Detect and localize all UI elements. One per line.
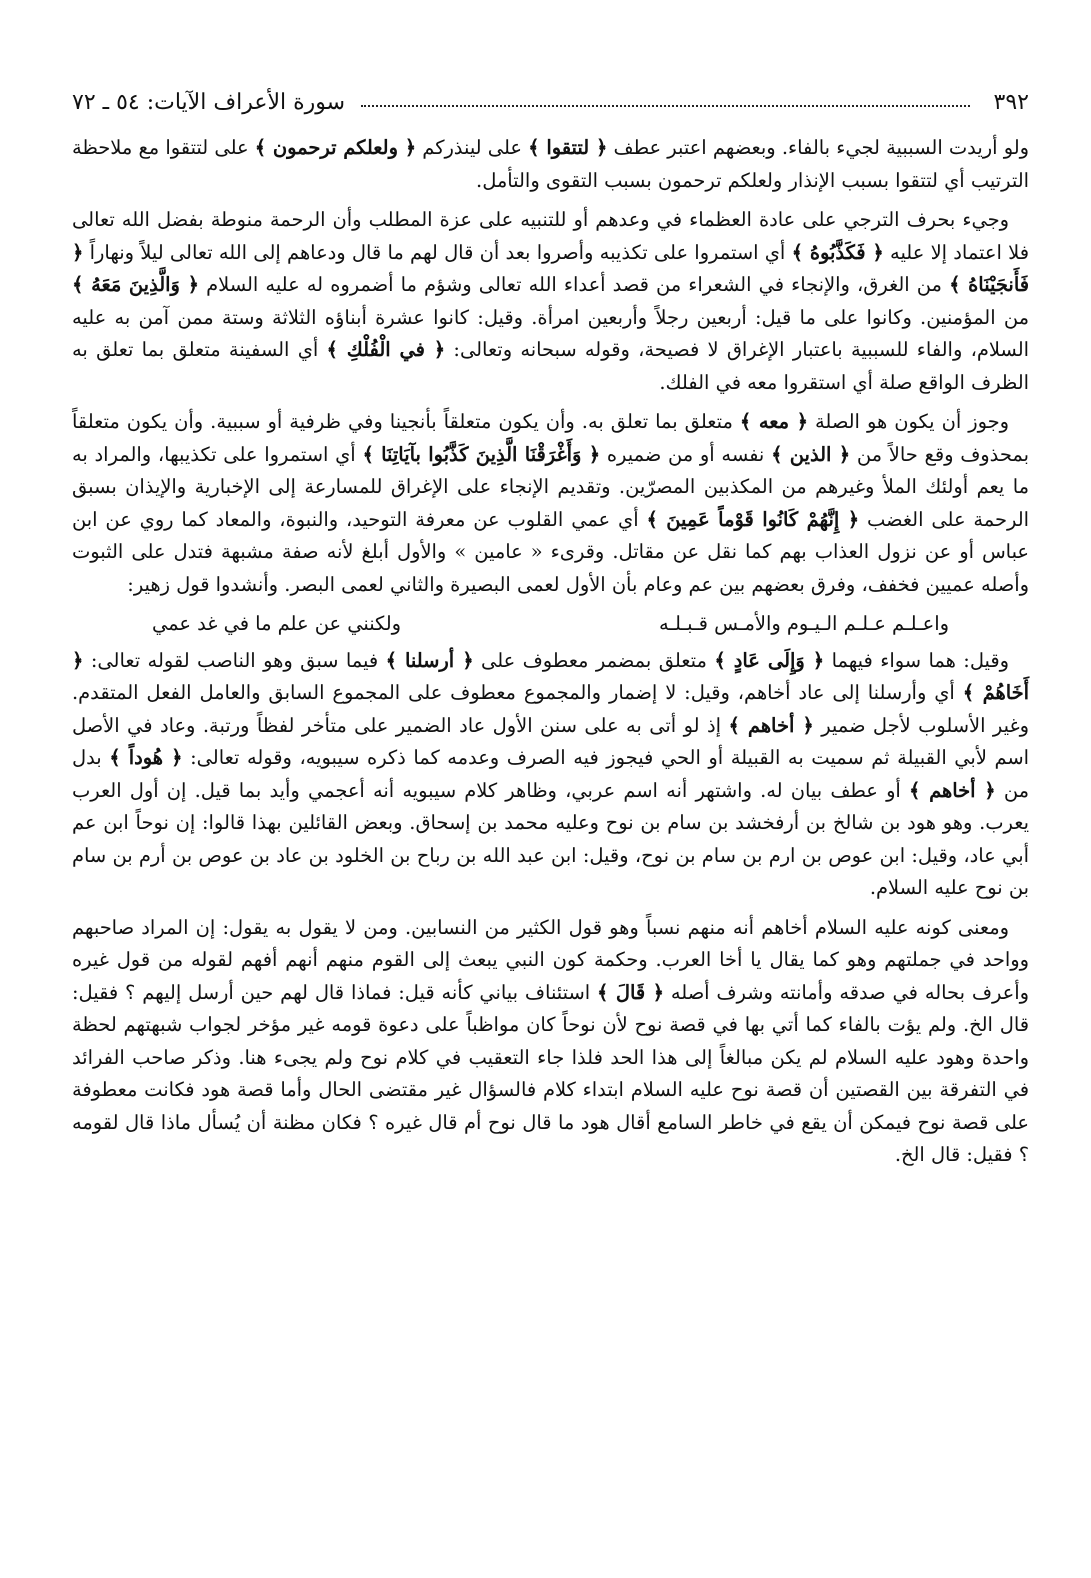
quran-quote: ﴿ في الْفُلْكِ ﴾ (326, 338, 446, 361)
quran-quote: ﴿ وَالَّذِينَ مَعَهُ ﴾ (72, 273, 199, 296)
quran-quote: ﴿ هُوداً ﴾ (109, 746, 183, 769)
paragraph (72, 912, 1029, 1172)
poem-hemistich-second: ولكنني عن علم ما في غد عمي (152, 612, 402, 635)
paragraph (72, 132, 1029, 197)
commentary-body (72, 132, 1029, 1179)
text-run: أو عطف بيان له. واشتهر أنه اسم عربي، وظاهر كلام سيبويه أنه أعجمي وأيد بما قيل. إن أول العرب يعرب. وهو هود بن شالخ بن أرفخشد بن سام بن نوح وعليه محمد بن إسحاق. وبعض القائلين بهذا قالوا: إن نوحاً ابن عم أبي عاد، وقيل: ابن عوص بن ارم بن سام بن نوح، وقيل: ابن عبد الله بن رباح بن الخلود بن عاد بن عوص بن أرم بن سام بن نوح عليه السلام. (72, 778, 1029, 899)
text-run: فيما سبق وهو الناصب لقوله تعالى: (83, 648, 386, 672)
text-run: ولو أريدت السببية لجيء بالفاء. وبعضهم اعتبر عطف (607, 136, 1029, 159)
text-run: أي استمروا على تكذيبه وأصروا بعد أن قال لهم ما قال ودعاهم إلى الله تعالى ليلاً ونهاراً (83, 240, 792, 264)
text-run: من المؤمنين. وكانوا على ما قيل: أربعين رجلاً وأربعين امرأة. وقيل: كانوا عشرة أبناؤه الثلاثة وستة ممن آمن به عليه السلام، والفاء للسببية باعتبار الإغراق لا فصيحة، وقوله سبحانه وتعالى: (72, 305, 1030, 361)
text-run: على لتتقوا مع ملاحظة الترتيب أي لتتقوا بسبب الإنذار ولعلكم ترحمون بسبب التقوى والتأمل. (72, 136, 1029, 192)
text-run: وقيل: هما سواء فيهما (824, 648, 1009, 672)
paragraph (72, 406, 1029, 601)
page-number: ٣٩٢ (993, 89, 1029, 115)
text-run: وجيء بحرف الترجي على عادة العظماء في وعدهم أو للتنبيه على عزة المطلب وأن الرحمة منوطة بفضل الله تعالى فلا اعتماد إلا عليه (72, 208, 1029, 264)
text-run: استئناف بياني كأنه قيل: فماذا قال لهم حين أرسل إليهم ؟ فقيل: قال الخ. ولم يؤت بالفاء كما أتي بها في قصة نوح لأن نوحاً كان مواظباً على دعوة قومه غير مؤخر لجواب شبهتهم لحظة واحدة وهود عليه السلام لم يكن مبالغاً إلى هذا الحد فلذا جاء التعقيب في كلام نوح ولم يجىء هنا. وذكر صاحب الفرائد في التفرقة بين القصتين أن قصة نوح عليه السلام ابتداء كلام فالسؤال غير مقتضى الحال وأما قصة هود فكانت معطوفة على قصة نوح فيمكن أن يقع في خاطر السامع أقال هود ما قال نوح أم قال غيره ؟ فكان مظنة أن يُسأل ماذا قال لقومه ؟ فقيل: قال الخ. (72, 980, 1029, 1166)
quran-quote: ﴿ ولعلكم ترحمون ﴾ (254, 136, 417, 159)
text-run: ومعنى كونه عليه السلام أخاهم أنه منهم نسباً وهو قول الكثير من النسابين. ومن لا يقول به يقول: إن المراد صاحبهم وواحد في جملتهم وهو كما يقال يا أخا العرب. وحكمة كون النبي يبعث إلى القوم منهم أنهم أفهم لقوله من قول غيره وأعرف بحاله في صدقه وأمانته وشرف أصله (72, 915, 1029, 1004)
paragraph (72, 645, 1029, 905)
quran-quote: ﴿ لتتقوا ﴾ (528, 136, 608, 159)
quran-quote: ﴿ الذين ﴾ (771, 442, 851, 466)
text-run: متعلق بما تعلق به. وأن يكون متعلقاً بأنجينا وفي ظرفية أو سببية. وأن يكون متعلقاً بمحذوف وقع حالاً من (72, 410, 1029, 466)
text-run: أي عمي القلوب عن معرفة التوحيد، والنبوة، والمعاد كما روي عن ابن عباس أو عن نزول العذاب بهم كما نقل عن مقاتل. وقرىء « عامين » والأول أبلغ لأنه صفة مشبهة فتدل على الثبوت وأصله عميين فخفف، وفرق بعضهم بين عم وعام بأن الأول لعمى البصيرة والثاني لعمى البصر. وأنشدوا قول زهير: (72, 507, 1029, 596)
quran-quote: ﴿ إِنَّهُمْ كَانُوا قَوْماً عَمِينَ ﴾ (646, 507, 860, 531)
text-run: إذ لو أتى به على سنن الأول عاد الضمير على متأخر لفظاً ورتبة. وعاد في الأصل اسم لأبي القبيلة ثم سميت به القبيلة أو الحي فيجوز فيه الصرف وعدمه كما ذكره سيبويه، وقوله تعالى: (72, 713, 1029, 769)
text-run: متعلق بمضمر معطوف على (473, 648, 715, 672)
text-run: أي وأرسلنا إلى عاد أخاهم، وقيل: لا إضمار والمجموع معطوف على المجموع السابق والعامل الفعل المتقدم. وغير الأسلوب لأجل ضمير (72, 681, 1029, 737)
paragraph (72, 204, 1029, 399)
surah-title: سورة الأعراف الآيات: ٥٤ ـ ٧٢ (72, 89, 346, 115)
quran-quote: ﴿ أخاهم ﴾ (909, 778, 996, 802)
quran-quote: ﴿ فَأَنجَيْنَاهُ ﴾ (72, 240, 1029, 296)
header-dotted-leader (361, 105, 969, 107)
text-run: بدل من (72, 746, 1029, 802)
quran-quote: ﴿ فَكَذَّبُوهُ ﴾ (791, 240, 884, 264)
quran-quote: ﴿ أرسلنا ﴾ (385, 648, 474, 672)
text-run: على لينذركم (416, 136, 529, 159)
poem-verse (152, 608, 949, 641)
quran-quote: ﴿ أَخَاهُمْ ﴾ (72, 648, 1029, 704)
text-run: وجوز أن يكون هو الصلة (807, 410, 1009, 433)
quran-quote: ﴿ أخاهم ﴾ (728, 713, 814, 737)
quran-quote: ﴿ وَإِلَى عَادٍ ﴾ (714, 648, 825, 672)
quran-quote: ﴿ معه ﴾ (739, 410, 808, 433)
text-run: من الغرق، والإنجاء في الشعراء من قصد أعداء الله تعالى وشؤم ما أضمروه له عليه السلام (199, 273, 950, 296)
text-run: أي السفينة متعلق بما تعلق به الظرف الواقع صلة أي استقروا معه في الفلك. (72, 338, 1029, 394)
quran-quote: ﴿ وَأَغْرَقْنَا الَّذِينَ كَذَّبُوا بآيَاتِنَا ﴾ (362, 442, 601, 466)
poem-hemistich-first: واعـلـم عـلـم الـيـوم والأمـس قـبـلـه (658, 612, 949, 635)
text-run: نفسه أو من ضميره (600, 442, 772, 466)
page-header (72, 82, 1029, 122)
text-run: أي استمروا على تكذيبها، والمراد به ما يعم أولئك الملأ وغيرهم من المكذبين المصرّين. وتقديم الإنجاء على الإغراق للمسارعة إلى الإخبارية والإيذان بسبق الرحمة على الغضب (72, 442, 1029, 531)
quran-quote: ﴿ قَالَ ﴾ (597, 980, 664, 1004)
